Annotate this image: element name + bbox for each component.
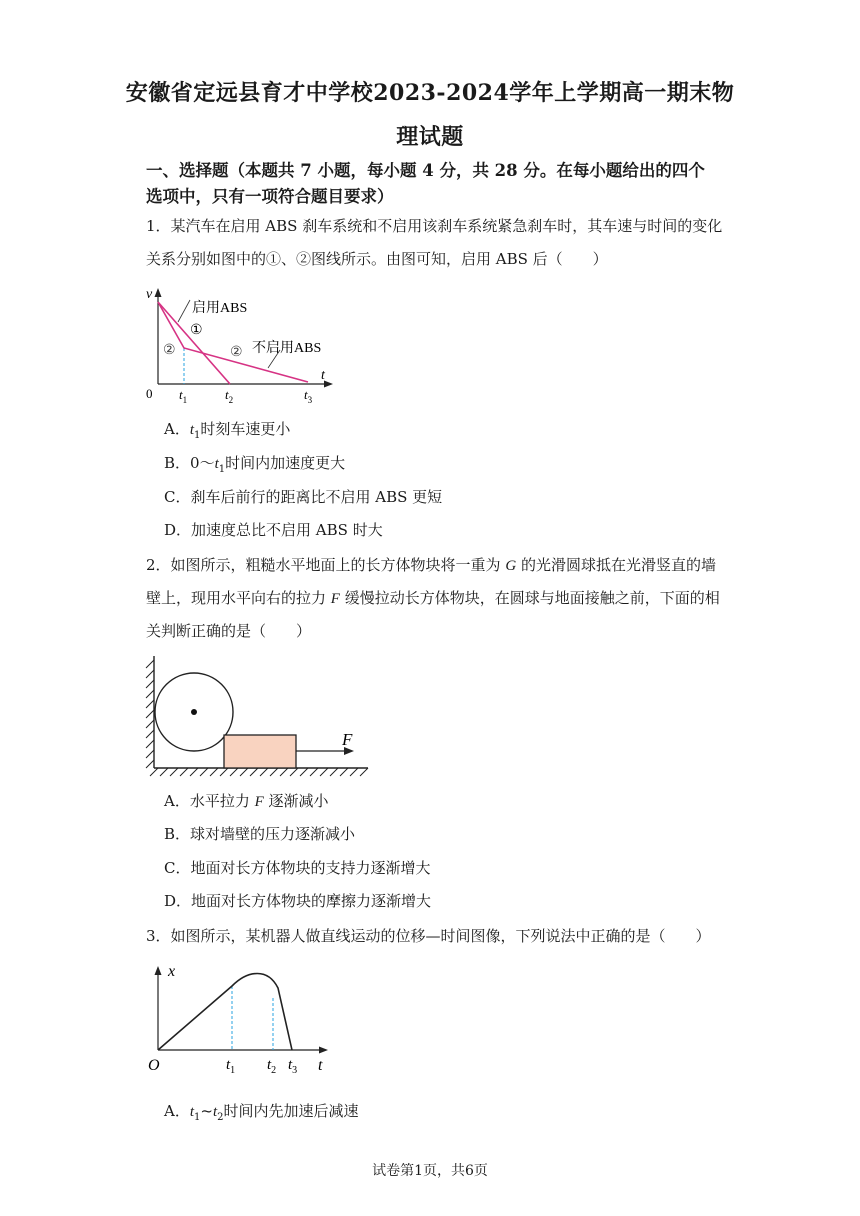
q2-force-label: F	[342, 730, 353, 749]
q1-t3-label: $t_3$	[304, 387, 313, 405]
q3-origin-label: O	[148, 1057, 160, 1074]
q2-ball-center	[191, 709, 197, 715]
q1-option-c[interactable]: C．刹车后前行的距离比不启用 ABS 更短	[164, 488, 443, 506]
q2-option-a-var: F	[254, 794, 264, 810]
q2-wall-hatch	[146, 660, 154, 768]
q1-stem-line1: 1．某汽车在启用 ABS 刹车系统和不启用该刹车系统紧急刹车时，其车速与时间的变化	[146, 217, 723, 235]
page-title-line1: 安徽省定远县育才中学校2023-2024学年上学期高一期末物	[125, 80, 735, 106]
q3-xt-curve	[158, 974, 292, 1051]
q1-v-axis-arrow	[155, 288, 162, 297]
q2-var-g: G	[505, 558, 517, 574]
q1-v-axis-label: v	[146, 287, 153, 302]
q3-t-axis-label: t	[318, 1057, 323, 1074]
q1-t-axis-arrow	[324, 381, 333, 388]
q1-mark-2a: ②	[163, 343, 176, 358]
q2-wall-ball-block-figure	[140, 652, 376, 782]
section-heading-line2: 选项中，只有一项符合题目要求）	[146, 187, 394, 206]
q2-stem-line2-b: 缓慢拉动长方体物块，在圆球与地面接触之前，下面的相	[339, 589, 720, 607]
q1-option-b[interactable]	[164, 451, 345, 482]
q2-ground-hatch	[150, 768, 368, 776]
q1-mark-2b: ②	[230, 345, 243, 360]
q3-option-a-var1: t	[189, 1104, 195, 1120]
q3-t2-label: $t_2$	[267, 1057, 277, 1076]
q1-t2-label: $t_2$	[225, 387, 234, 405]
q1-option-d[interactable]: D．加速度总比不启用 ABS 时大	[164, 521, 383, 539]
q1-label-abs: 启用ABS	[192, 301, 248, 316]
q1-option-a-var: t	[189, 422, 195, 438]
q3-x-axis-arrow	[155, 966, 162, 975]
q3-option-a-text: 时间内先加速后减速	[223, 1102, 359, 1120]
q1-option-b-sub: 1	[218, 464, 226, 475]
q3-option-a-prefix: A．	[164, 1102, 190, 1120]
q2-option-c[interactable]: C．地面对长方体物块的支持力逐渐增大	[164, 859, 431, 877]
q1-stem-line2: 关系分别如图中的①、②图线所示。由图可知，启用 ABS 后（ ）	[146, 250, 608, 268]
q1-mark-1: ①	[190, 323, 203, 338]
q2-stem-line1-b: 的光滑圆球抵在光滑竖直的墙	[516, 556, 716, 574]
q2-option-a[interactable]	[164, 789, 329, 814]
q1-t1-label: $t_1$	[179, 387, 188, 405]
q2-var-f: F	[330, 591, 340, 607]
q2-block	[224, 735, 296, 768]
q2-stem-line3: 关判断正确的是（ ）	[146, 622, 312, 640]
q1-option-a-prefix: A．	[164, 420, 190, 438]
q3-t-axis-arrow	[319, 1047, 328, 1054]
q1-option-b-prefix: B．0～	[164, 454, 215, 472]
q3-option-a[interactable]	[164, 1099, 359, 1130]
page-title-line2: 理试题	[396, 124, 464, 150]
q2-option-d[interactable]: D．地面对长方体物块的摩擦力逐渐增大	[164, 892, 432, 910]
q2-stem-line1	[146, 549, 726, 583]
q2-option-a-b: 逐渐减小	[263, 792, 329, 810]
q2-stem-line1-a: 2．如图所示，粗糙水平地面上的长方体物块将一重为	[146, 556, 506, 574]
q1-label-no-abs: 不启用ABS	[252, 341, 322, 356]
section-heading-line1: 一、选择题（本题共 7 小题，每小题 4 分，共 28 分。在每小题给出的四个	[146, 161, 705, 180]
q3-displacement-time-graph	[140, 958, 340, 1076]
q2-option-a-a: A．水平拉力	[164, 792, 255, 810]
q1-option-a-sub: 1	[194, 430, 201, 441]
q3-x-axis-label: x	[168, 963, 176, 980]
q3-stem-line1: 3．如图所示，某机器人做直线运动的位移—时间图像，下列说法中正确的是（ ）	[146, 927, 711, 945]
q1-option-a-text: 时刻车速更小	[200, 420, 291, 438]
q3-option-a-tilde: ~	[200, 1102, 213, 1120]
q1-t-axis-label: t	[321, 368, 325, 383]
q3-option-a-sub1: 1	[194, 1112, 201, 1123]
q1-origin-label: 0	[146, 386, 153, 401]
page-footer: 试卷第1页，共6页	[372, 1163, 488, 1179]
q3-t3-label: $t_3$	[288, 1057, 298, 1076]
q2-option-b[interactable]: B．球对墙壁的压力逐渐减小	[164, 825, 356, 843]
q1-abs-leader	[178, 300, 190, 322]
q1-option-a[interactable]	[164, 417, 290, 448]
q3-option-a-var2: t	[212, 1104, 218, 1120]
q2-stem-line2	[146, 582, 726, 616]
q3-t1-label: $t_1$	[226, 1057, 236, 1076]
q1-option-b-text: 时间内加速度更大	[225, 454, 346, 472]
q1-option-b-var: t	[214, 456, 219, 472]
q1-velocity-time-graph	[140, 282, 350, 408]
q3-option-a-sub2: 2	[217, 1112, 224, 1123]
q2-stem-line2-a: 壁上，现用水平向右的拉力	[146, 589, 331, 607]
